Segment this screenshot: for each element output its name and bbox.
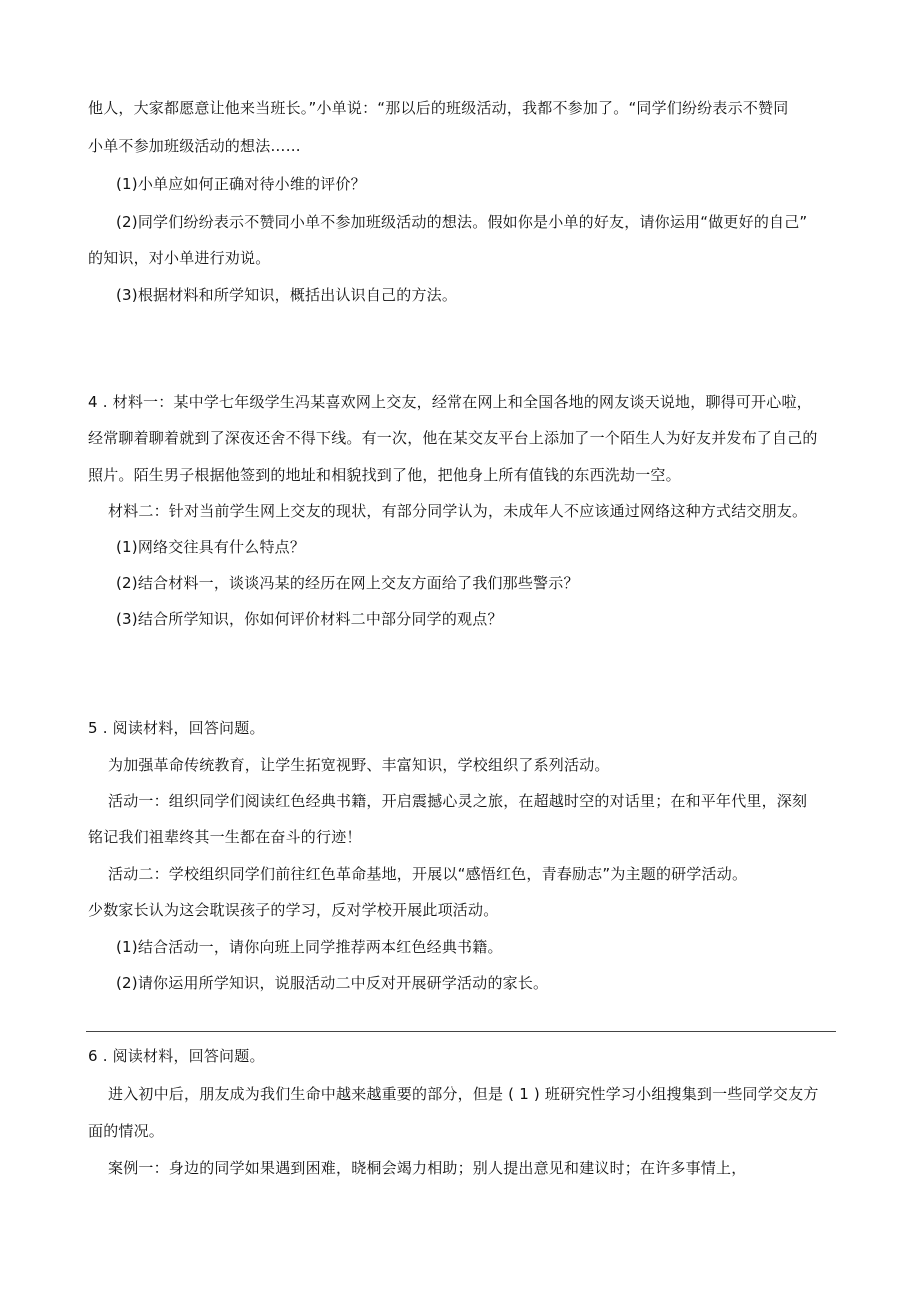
- q5-title: 5 . 阅读材料，回答问题。: [88, 719, 265, 737]
- q3-continued-line-1: 他人，大家都愿意让他来当班长。”小单说：“那以后的班级活动，我都不参加了。“同学们纷纷表示不赞同: [88, 99, 789, 117]
- q6-title: 6 . 阅读材料，回答问题。: [88, 1047, 265, 1065]
- q5-activity-1-line-1: 活动一：组织同学们阅读红色经典书籍，开启震撼心灵之旅，在超越时空的对话里；在和平年代里，深刻: [108, 792, 808, 810]
- q4-material-1-line-1: 4 . 材料一：某中学七年级学生冯某喜欢网上交友，经常在网上和全国各地的网友谈天说地，聊得可开心啦，: [88, 393, 812, 411]
- q5-intro: 为加强革命传统教育，让学生拓宽视野、丰富知识，学校组织了系列活动。: [108, 756, 610, 774]
- q4-material-2: 材料二：针对当前学生网上交友的现状，有部分同学认为，未成年人不应该通过网络这种方式结交朋友。: [108, 502, 808, 520]
- q3-subquestion-2-line-1: (2)同学们纷纷表示不赞同小单不参加班级活动的想法。假如你是小单的好友，请你运用“做更好的自己”: [116, 213, 808, 231]
- q3-continued-line-2: 小单不参加班级活动的想法……: [88, 137, 301, 155]
- q4-material-1-line-3: 照片。陌生男子根据他签到的地址和相貌找到了他，把他身上所有值钱的东西洗劫一空。: [88, 466, 681, 484]
- q5-subquestion-1: (1)结合活动一，请你向班上同学推荐两本红色经典书籍。: [116, 938, 503, 956]
- q4-subquestion-2: (2)结合材料一，谈谈冯某的经历在网上交友方面给了我们那些警示？: [116, 574, 579, 592]
- q4-material-1-line-2: 经常聊着聊着就到了深夜还舍不得下线。有一次，他在某交友平台上添加了一个陌生人为好友并发布了自己的: [88, 429, 818, 447]
- q6-intro-line-2: 面的情况。: [88, 1122, 165, 1140]
- q5-subquestion-2: (2)请你运用所学知识，说服活动二中反对开展研学活动的家长。: [116, 974, 549, 992]
- q4-subquestion-1: (1)网络交往具有什么特点？: [116, 538, 306, 556]
- q6-case-1: 案例一：身边的同学如果遇到困难，晓桐会竭力相助；别人提出意见和建议时；在许多事情上，: [108, 1159, 747, 1177]
- q3-subquestion-1: (1)小单应如何正确对待小维的评价？: [116, 175, 366, 193]
- q5-activity-2-line-1: 活动二：学校组织同学们前往红色革命基地，开展以“感悟红色，青春励志”为主题的研学活动。: [108, 865, 748, 883]
- q3-subquestion-3: (3)根据材料和所学知识，概括出认识自己的方法。: [116, 286, 458, 304]
- q3-subquestion-2-line-2: 的知识，对小单进行劝说。: [88, 249, 271, 267]
- q4-subquestion-3: (3)结合所学知识，你如何评价材料二中部分同学的观点？: [116, 610, 503, 628]
- q5-activity-2-line-2: 少数家长认为这会耽误孩子的学习，反对学校开展此项活动。: [88, 901, 499, 919]
- section-divider: [86, 1031, 836, 1032]
- q5-activity-1-line-2: 铭记我们祖辈终其一生都在奋斗的行迹！: [88, 828, 362, 846]
- q6-intro-line-1: 进入初中后，朋友成为我们生命中越来越重要的部分，但是 ( 1 ) 班研究性学习小组搜集到一些同学交友方: [108, 1085, 819, 1103]
